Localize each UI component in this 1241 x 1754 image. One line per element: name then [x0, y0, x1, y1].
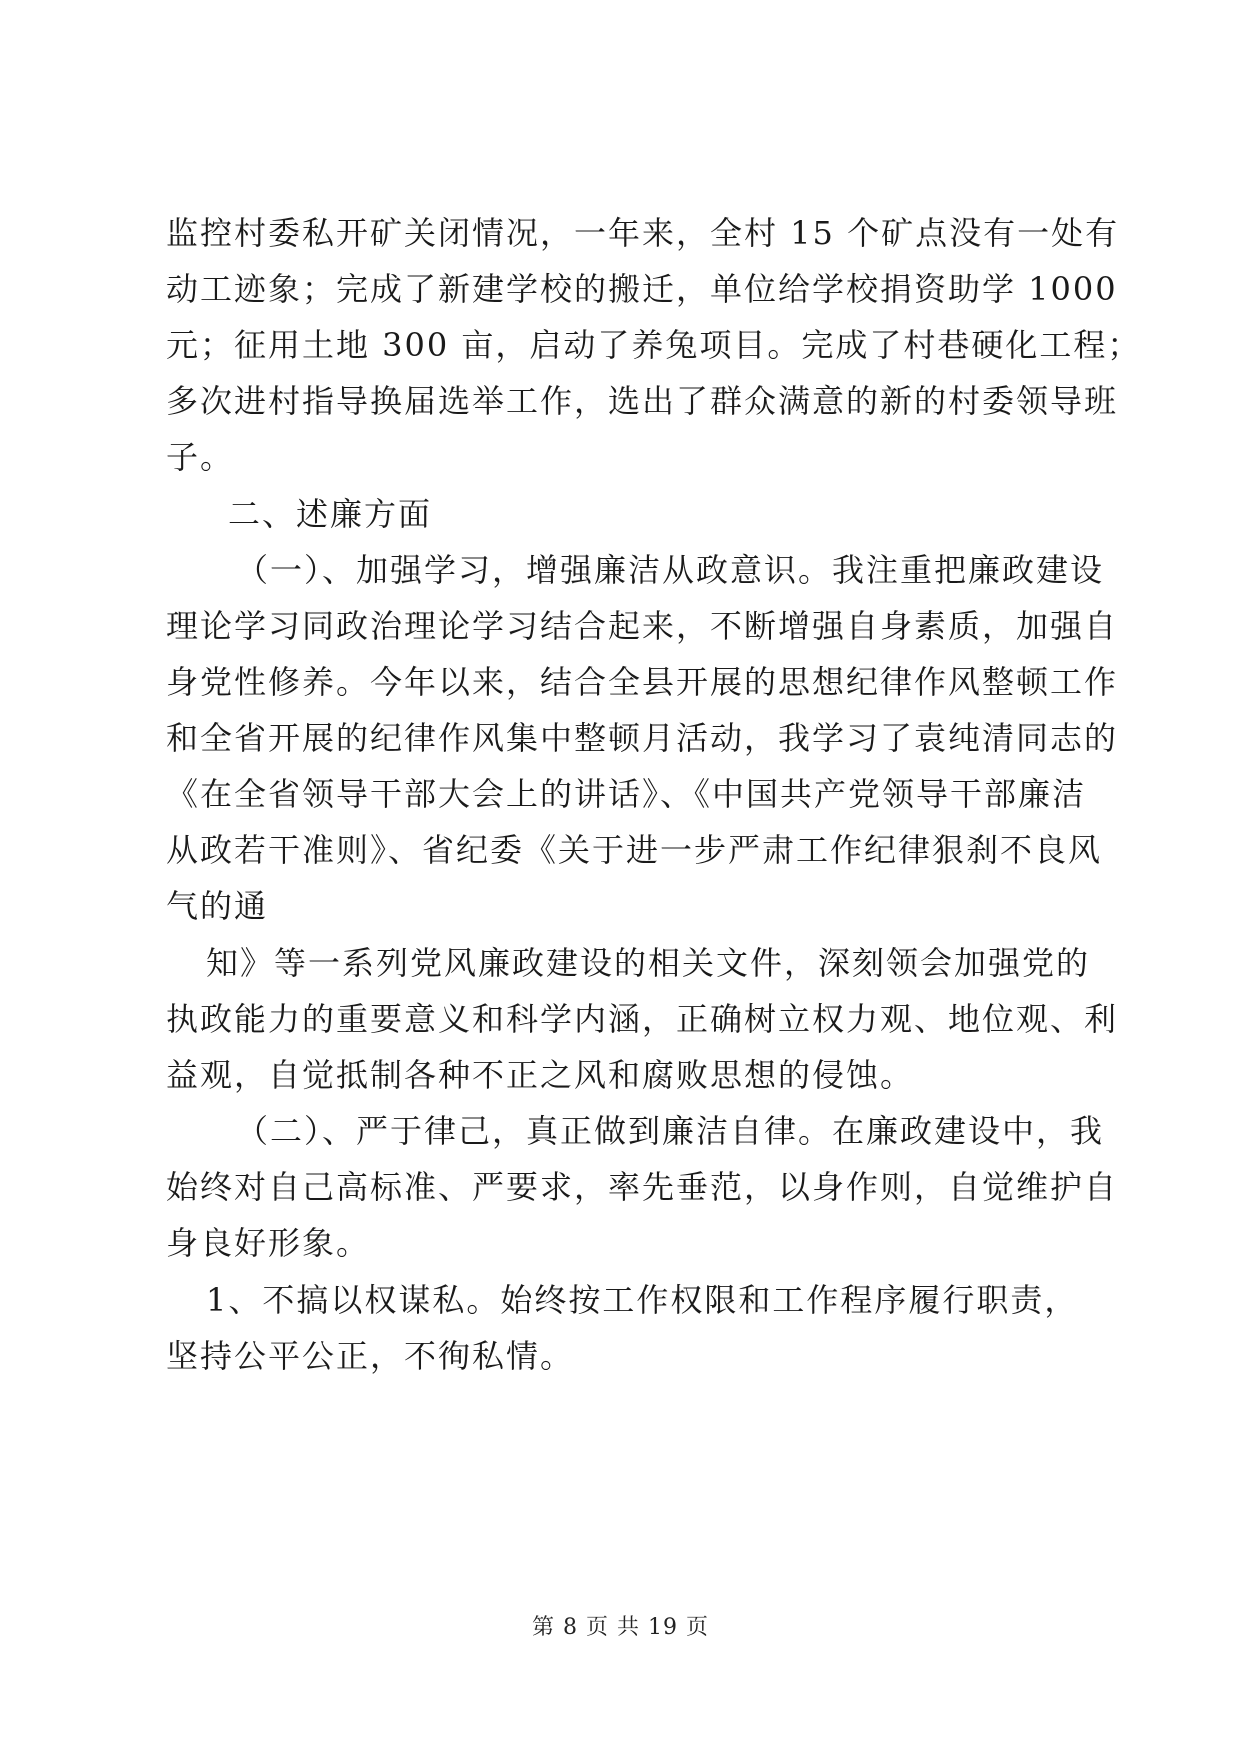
text-line: 理论学习同政治理论学习结合起来，不断增强自身素质，加强自	[166, 607, 1119, 645]
text-line: 元；征用土地 300 亩，启动了养兔项目。完成了村巷硬化工程；	[166, 326, 1142, 364]
text-line: 身良好形象。	[166, 1224, 371, 1262]
page-number-footer: 第 8 页 共 19 页	[532, 1615, 709, 1640]
text-line: 益观，自觉抵制各种不正之风和腐败思想的侵蚀。	[166, 1056, 915, 1094]
text-line: 执政能力的重要意义和科学内涵，正确树立权力观、地位观、利	[166, 1000, 1119, 1038]
text-line: 身党性修养。今年以来，结合全县开展的思想纪律作风整顿工作	[166, 663, 1119, 701]
text-line: 动工迹象；完成了新建学校的搬迁，单位给学校捐资助学 1000	[166, 270, 1118, 308]
text-line: 监控村委私开矿关闭情况，一年来，全村 15 个矿点没有一处有	[166, 214, 1120, 252]
text-line: 和全省开展的纪律作风集中整顿月活动，我学习了袁纯清同志的	[166, 719, 1119, 757]
section-heading: 二、述廉方面	[228, 495, 433, 533]
text-line: 子。	[166, 438, 235, 476]
paragraph-first-line: （二）、严于律己，真正做到廉洁自律。在廉政建设中，我	[236, 1112, 1105, 1150]
text-line: 《在全省领导干部大会上的讲话》、《中国共产党领导干部廉洁	[166, 775, 1087, 813]
text-line: 坚持公平公正，不徇私情。	[166, 1337, 575, 1375]
text-line: 多次进村指导换届选举工作，选出了群众满意的新的村委领导班	[166, 382, 1119, 420]
text-line: 气的通	[166, 887, 269, 925]
paragraph-first-line: 知》等一系列党风廉政建设的相关文件，深刻领会加强党的	[206, 944, 1091, 982]
paragraph-first-line: （一）、加强学习，增强廉洁从政意识。我注重把廉政建设	[236, 551, 1105, 589]
paragraph-first-line: 1、不搞以权谋私。始终按工作权限和工作程序履行职责，	[206, 1281, 1079, 1319]
text-line: 始终对自己高标准、严要求，率先垂范，以身作则，自觉维护自	[166, 1168, 1119, 1206]
text-line: 从政若干准则》、省纪委《关于进一步严肃工作纪律狠刹不良风	[166, 831, 1103, 869]
